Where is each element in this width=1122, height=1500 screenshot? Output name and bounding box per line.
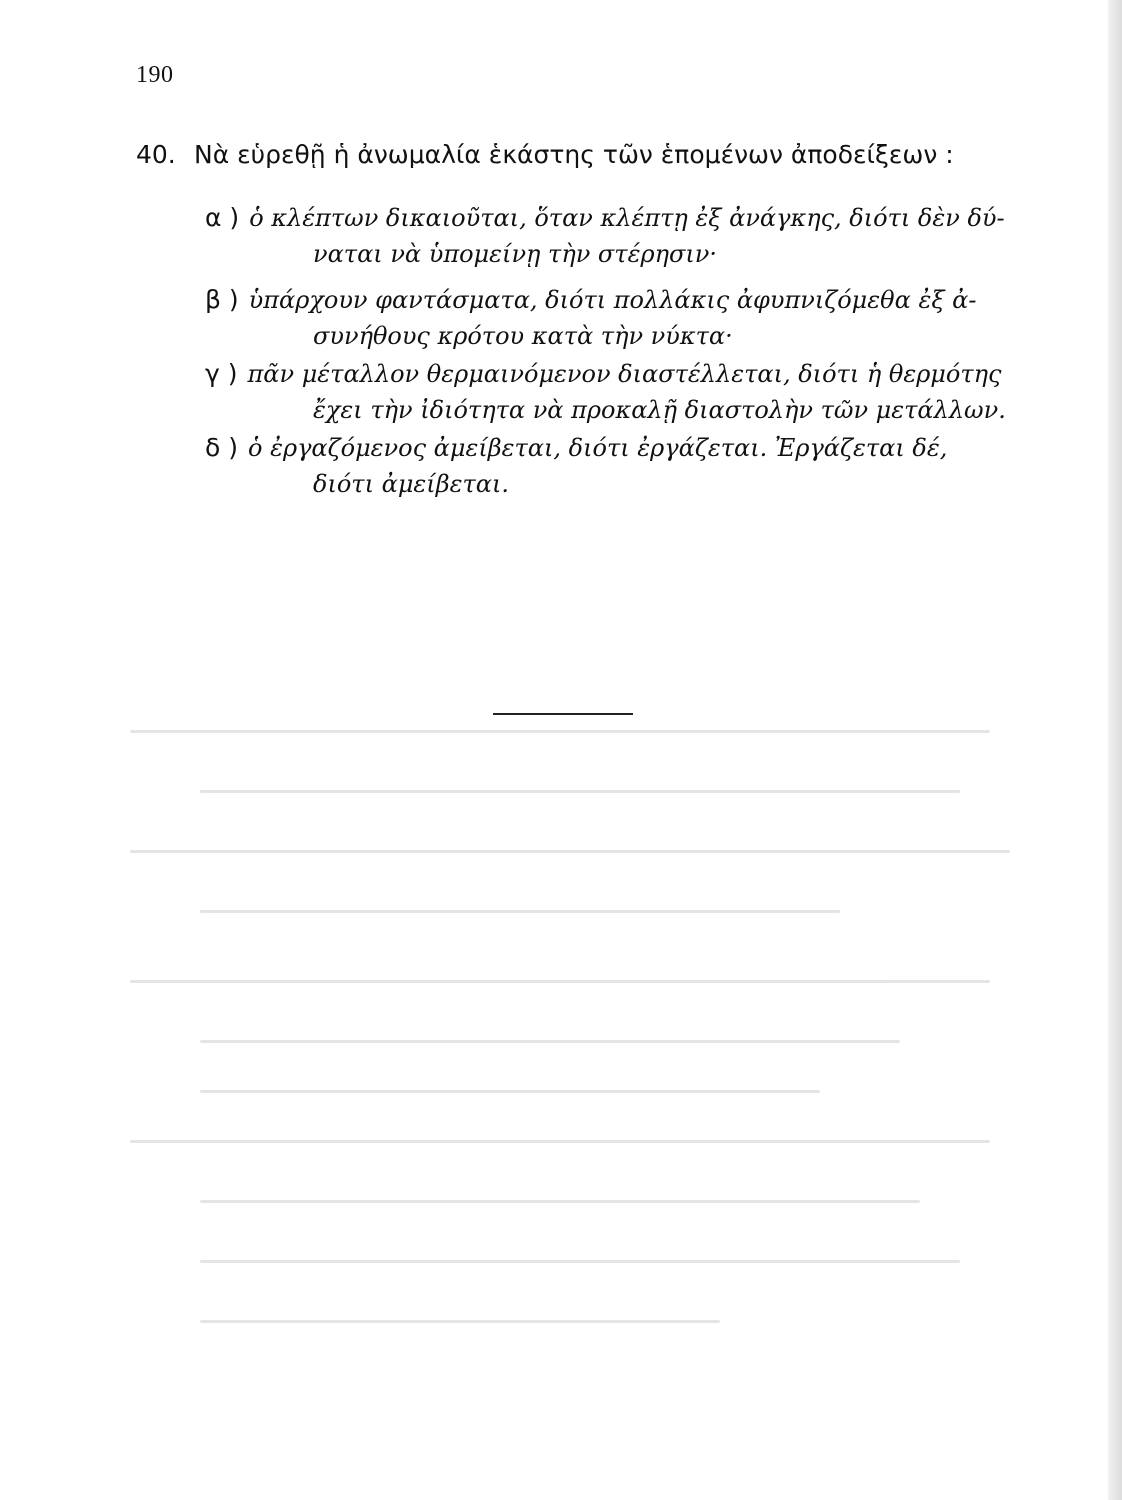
exercise-number: 40. xyxy=(136,140,176,169)
item-marker: γ ) xyxy=(205,359,238,388)
item-text-line-1: ὁ κλέπτων δικαιοῦται, ὅταν κλέπτῃ ἐξ ἀνάγκης, διότι δὲν δύ- xyxy=(249,204,1005,232)
item-text-line-1: ὁ ἐργαζόμενος ἀμείβεται, διότι ἐργάζεται. Ἐργάζεται δέ, xyxy=(248,434,948,462)
page-number: 190 xyxy=(136,62,174,88)
page-edge xyxy=(1108,0,1122,1500)
item-text-line-2: συνήθους κρότου κατὰ τὴν νύκτα· xyxy=(313,322,733,350)
item-marker: δ ) xyxy=(205,433,238,462)
exercise-item-d xyxy=(205,430,1020,502)
exercise-heading xyxy=(136,140,954,169)
item-text-line-1: πᾶν μέταλλον θερμαινόμενον διαστέλλεται, διότι ἡ θερμότης xyxy=(247,360,1002,388)
item-text-line-1: ὑπάρχουν φαντάσματα, διότι πολλάκις ἀφυπνιζόμεθα ἐξ ἀ- xyxy=(248,286,977,314)
exercise-item-c xyxy=(205,356,1020,428)
item-text-line-2: ἔχει τὴν ἰδιότητα νὰ προκαλῇ διαστολὴν τῶν μετάλλων. xyxy=(313,396,1006,424)
item-marker: β ) xyxy=(205,285,239,314)
section-divider-rule xyxy=(493,713,633,715)
exercise-instruction: Νὰ εὑρεθῇ ἡ ἀνωμαλία ἑκάστης τῶν ἑπομένων ἀποδείξεων : xyxy=(194,140,954,169)
exercise-item-b xyxy=(205,282,1020,354)
exercise-item-a xyxy=(205,200,1020,272)
item-text-line-2: ναται νὰ ὑπομείνῃ τὴν στέρησιν· xyxy=(313,240,717,268)
item-text-line-2: διότι ἀμείβεται. xyxy=(313,470,509,498)
item-marker: α ) xyxy=(205,203,240,232)
